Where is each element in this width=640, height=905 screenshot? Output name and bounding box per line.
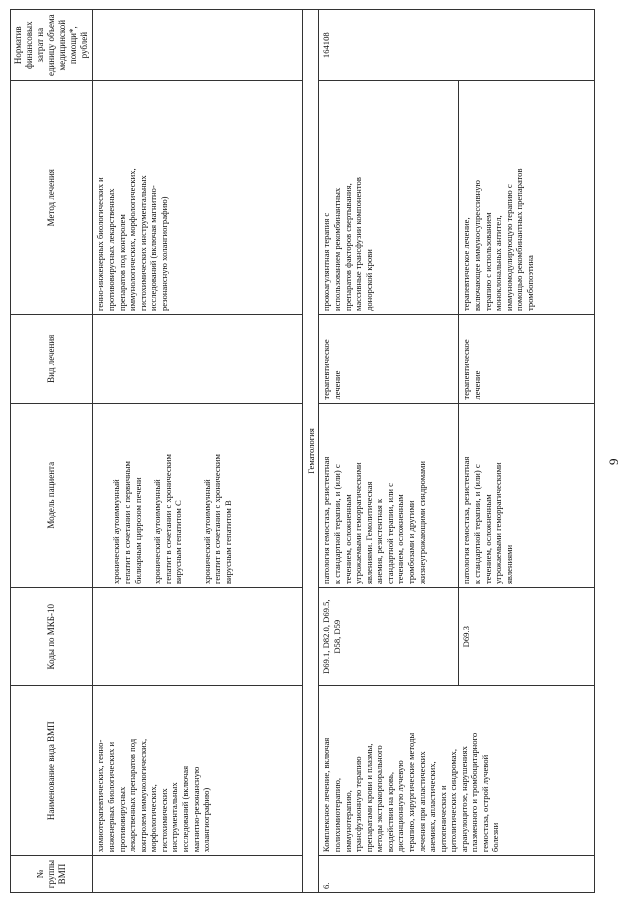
text-line: D58, D59	[332, 619, 342, 654]
text-line: стандартной терапии, или с	[384, 483, 395, 585]
text-line: агранулоцитозе, нарушениях	[458, 746, 469, 853]
header-icd-codes: Коды по МКБ-10	[11, 588, 93, 686]
text-line: исследований (включая	[179, 765, 190, 853]
text-line: трансфузионную терапию	[353, 756, 364, 853]
text-line: плазменного и тромбоцитарного	[469, 732, 480, 853]
text-line: патология гемостаза, резистентная	[461, 456, 472, 585]
text-line: терапевтическое	[321, 339, 332, 400]
text-line: исследований (включая магнитно-	[148, 185, 159, 312]
header-row	[11, 10, 93, 893]
text-line: помощью рекомбинантных препаратов	[514, 168, 525, 312]
text-line: гепатит в сочетании с хроническим	[212, 454, 223, 585]
text-line: болезни	[490, 822, 501, 853]
text-line: вирусным гепатитом В	[222, 500, 233, 585]
text-line: хронический аутоиммунный	[201, 479, 212, 585]
text-line: донорской крови	[363, 249, 374, 312]
text-line: магнитно-резонансную	[190, 766, 201, 853]
text-line: билиарным циррозом печени	[132, 477, 143, 585]
text-line: течением, осложненным	[395, 494, 406, 585]
continuation-row	[93, 10, 303, 893]
text-line: иммунологических, морфологических,	[127, 168, 138, 312]
row6-group-no: 6.	[319, 856, 595, 893]
vmp-table	[10, 9, 595, 893]
text-line: гистохимических инструментальных	[137, 175, 148, 312]
text-line: использованием рекомбинантных	[332, 187, 342, 312]
text-line: цитолитических синдромах,	[448, 749, 459, 853]
text-line: Комплексное лечение, включая	[321, 737, 332, 853]
text-line: гемостаза, острой лучевой	[479, 754, 490, 853]
patient-model-2	[152, 407, 184, 584]
row-6a	[319, 10, 459, 893]
section-row	[303, 10, 319, 893]
text-line: лечение	[472, 370, 482, 400]
text-line: вирусным гепатитом С	[173, 500, 184, 585]
text-line: инструментальных	[169, 782, 180, 853]
row6a-patient-model	[319, 403, 459, 587]
row6a-icd	[319, 588, 459, 686]
cont-cost	[93, 10, 303, 81]
text-line: морфологических,	[148, 784, 159, 853]
row6b-patient-model	[459, 403, 595, 587]
patient-model-1	[111, 407, 143, 584]
row6-vmp-name	[319, 686, 595, 856]
text-line: к стандартной терапии, и (или) с	[332, 464, 342, 585]
text-line: воздействия на кровь,	[384, 772, 395, 853]
text-line: явлениями	[503, 544, 514, 585]
text-line: химиотерапевтических, генно-	[95, 739, 106, 853]
text-line: дистанционную лучевую	[395, 760, 406, 853]
text-line: хронический аутоиммунный	[111, 479, 122, 585]
text-line: полихимиотерапию,	[332, 777, 342, 853]
text-line: холангиографию)	[201, 787, 212, 853]
text-line: моноклональных антител,	[493, 215, 504, 312]
text-line: лечения при апластических	[416, 751, 427, 853]
text-line: патология гемостаза, резистентная	[321, 456, 332, 585]
cont-patient-models	[93, 403, 303, 587]
header-patient-model: Модель пациента	[11, 403, 93, 587]
text-line: методы экстракорпорального	[374, 745, 385, 853]
text-line: хронический аутоиммунный	[152, 479, 163, 585]
row6a-treatment-type	[319, 315, 459, 404]
cont-icd	[93, 588, 303, 686]
cont-treatment-method	[93, 81, 303, 315]
text-line: терапевтическое	[461, 339, 472, 400]
text-line: противовирусных лекарственных	[106, 188, 116, 312]
text-line: гепатит в сочетании с первичным	[122, 461, 132, 585]
page-number: 9	[606, 458, 621, 465]
patient-model-3	[202, 407, 234, 584]
header-treatment-method: Метод лечения	[11, 81, 93, 315]
text-line: тромбопоэтина	[524, 255, 535, 312]
text-line: тромбозами и другими	[405, 500, 416, 585]
text-line: D69.1, D82.0, D69.5,	[321, 599, 332, 674]
text-line: гепатит в сочетании с хроническим	[162, 454, 173, 585]
text-line: угрожаемыми геморрагическими	[493, 462, 504, 585]
text-line: течением, осложненным	[482, 494, 493, 585]
text-line: терапию, хирургические методы	[405, 732, 416, 853]
section-title: Гематология	[303, 10, 319, 893]
text-line: массивные трансфузии компонентов	[353, 177, 364, 312]
text-line: противовирусных	[116, 786, 127, 853]
row6b-icd	[459, 588, 595, 686]
row6b-treatment-method	[459, 81, 595, 315]
text-line: анемиях, апластических,	[427, 761, 438, 853]
text-line: терапевтическое лечение,	[461, 217, 472, 312]
text-line: препаратов под контролем	[116, 214, 127, 312]
text-line: течением, осложненным	[342, 494, 353, 585]
text-line: к стандартной терапии, и (или) с	[472, 464, 482, 585]
row6-cost: 164108	[319, 10, 595, 81]
text-line: жизнеугрожающими синдромами	[416, 461, 427, 585]
cont-treatment-type	[93, 315, 303, 404]
row6a-treatment-method	[319, 81, 459, 315]
text-line: гистохимических	[158, 788, 169, 853]
text-line: препаратами крови и плазмы,	[363, 743, 374, 853]
cont-group-no	[93, 856, 303, 893]
header-treatment-type: Вид лечения	[11, 315, 93, 404]
text-line: препаратов факторов свертывания,	[342, 183, 353, 312]
header-group-no: № группы ВМП	[11, 856, 93, 893]
text-line: угрожаемыми геморрагическими	[353, 462, 364, 585]
text-line: прокоагулянтная терапия с	[321, 212, 332, 312]
text-line: лекарственных препаратов под	[127, 738, 138, 853]
text-line: инженерных биологических и	[106, 741, 116, 853]
text-line: контролем иммунологических,	[137, 738, 148, 853]
text-line: генно-инженерных биологических и	[95, 177, 106, 312]
text-line: иммунотерапию,	[342, 790, 353, 853]
row6b-treatment-type	[459, 315, 595, 404]
text-line: явлениями. Гемолитическая	[363, 481, 374, 585]
header-vmp-name: Наименование вида ВМП	[11, 686, 93, 856]
text-line: лечение	[332, 370, 342, 400]
text-line: D69.3	[461, 626, 472, 648]
text-line: терапию с использованием	[482, 212, 493, 312]
text-line: цитопенических и	[437, 785, 448, 853]
header-cost-norm: Норматив финансовых затрат на единицу объема медицинской помощи*, рублей	[11, 10, 93, 81]
cont-vmp-name	[93, 686, 303, 856]
text-line: резонансную холангиографию)	[158, 196, 169, 312]
text-line: анемия, резистентная к	[374, 498, 385, 585]
text-line: включающее иммуносупрессивную	[472, 180, 482, 312]
text-line: иммуномодулирующую терапию с	[503, 184, 514, 312]
